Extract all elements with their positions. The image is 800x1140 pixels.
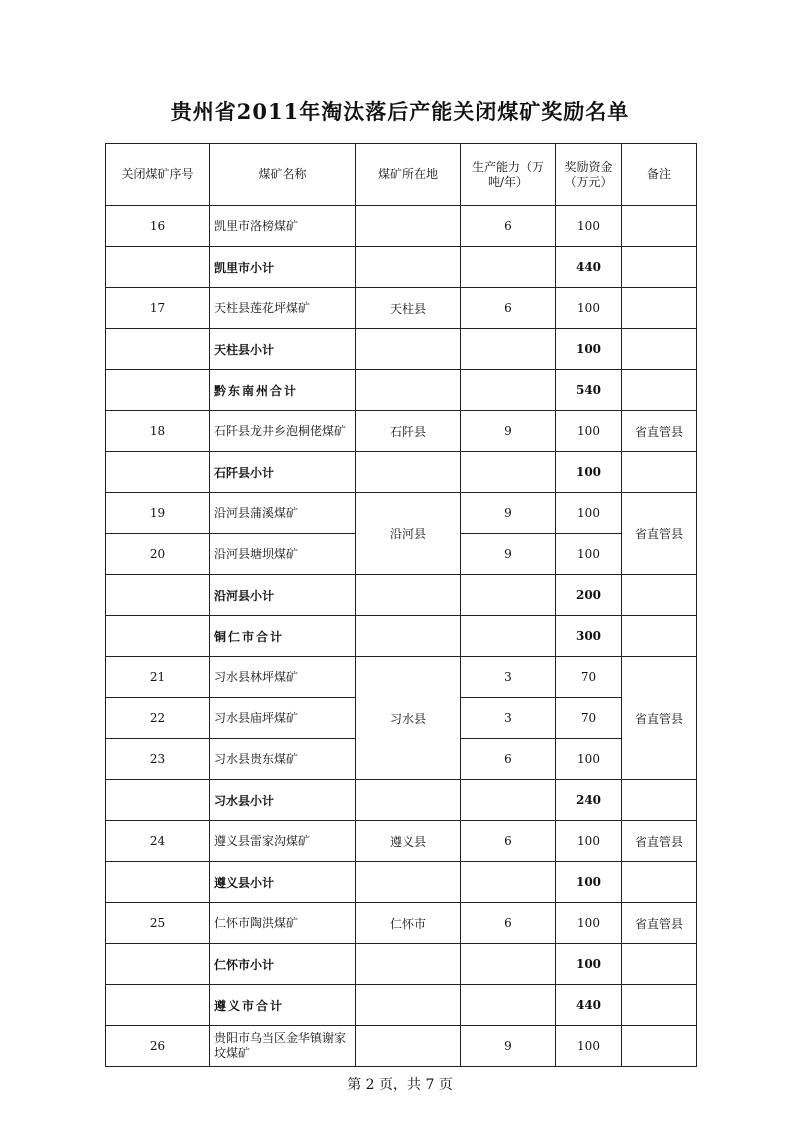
mine-name-cell: 遵义县雷家沟煤矿 (210, 821, 356, 862)
reward-cell: 100 (556, 821, 622, 862)
reward-cell: 100 (556, 1026, 622, 1067)
location-cell: 遵义县 (356, 821, 461, 862)
reward-cell: 100 (556, 206, 622, 247)
capacity-cell (461, 247, 556, 288)
subtotal-row (106, 575, 697, 616)
capacity-cell: 6 (461, 206, 556, 247)
seq-cell (106, 247, 210, 288)
total-label: 遵义市合计 (210, 985, 356, 1026)
location-cell (356, 329, 461, 370)
mine-name-cell: 仁怀市陶洪煤矿 (210, 903, 356, 944)
location-cell: 仁怀市 (356, 903, 461, 944)
subtotal-label: 遵义县小计 (210, 862, 356, 903)
mine-name-cell: 贵阳市乌当区金华镇谢家坟煤矿 (210, 1026, 356, 1067)
note-cell (622, 329, 697, 370)
mine-name-cell: 沿河县塘坝煤矿 (210, 534, 356, 575)
location-cell: 沿河县 (356, 493, 461, 575)
reward-cell: 100 (556, 534, 622, 575)
subtotal-label: 习水县小计 (210, 780, 356, 821)
mine-name-cell: 习水县贵东煤矿 (210, 739, 356, 780)
reward-cell: 100 (556, 411, 622, 452)
seq-cell (106, 862, 210, 903)
reward-cell: 100 (556, 493, 622, 534)
capacity-cell (461, 780, 556, 821)
seq-cell: 19 (106, 493, 210, 534)
note-cell: 省直管县 (622, 821, 697, 862)
seq-cell: 23 (106, 739, 210, 780)
location-cell (356, 1026, 461, 1067)
header-reward: 奖励资金（万元） (556, 144, 622, 206)
header-note: 备注 (622, 144, 697, 206)
capacity-cell: 3 (461, 657, 556, 698)
location-cell (356, 247, 461, 288)
reward-cell: 100 (556, 903, 622, 944)
capacity-cell: 9 (461, 534, 556, 575)
location-cell (356, 944, 461, 985)
subtotal-label: 天柱县小计 (210, 329, 356, 370)
note-cell (622, 944, 697, 985)
mine-name-cell: 习水县庙坪煤矿 (210, 698, 356, 739)
total-label: 黔东南州合计 (210, 370, 356, 411)
subtotal-row (106, 780, 697, 821)
subtotal-label: 沿河县小计 (210, 575, 356, 616)
location-cell (356, 575, 461, 616)
location-cell: 习水县 (356, 657, 461, 780)
note-cell (622, 616, 697, 657)
mine-name-cell: 石阡县龙井乡泡桐佬煤矿 (210, 411, 356, 452)
note-cell (622, 575, 697, 616)
page-title: 贵州省2011年淘汰落后产能关闭煤矿奖励名单 (170, 99, 630, 124)
table-header-row (106, 144, 697, 206)
header-location: 煤矿所在地 (356, 144, 461, 206)
seq-cell (106, 780, 210, 821)
subtotal-row (106, 944, 697, 985)
note-cell: 省直管县 (622, 493, 697, 575)
capacity-cell: 6 (461, 288, 556, 329)
table-row (106, 657, 697, 698)
capacity-cell (461, 452, 556, 493)
capacity-cell (461, 944, 556, 985)
note-cell (622, 780, 697, 821)
subtotal-row (106, 247, 697, 288)
location-cell (356, 780, 461, 821)
seq-cell: 25 (106, 903, 210, 944)
subtotal-amount: 200 (556, 575, 622, 616)
seq-cell: 16 (106, 206, 210, 247)
seq-cell: 22 (106, 698, 210, 739)
seq-cell: 24 (106, 821, 210, 862)
subtotal-label: 凯里市小计 (210, 247, 356, 288)
subtotal-label: 仁怀市小计 (210, 944, 356, 985)
subtotal-row (106, 452, 697, 493)
reward-cell: 70 (556, 698, 622, 739)
location-cell (356, 985, 461, 1026)
header-capacity: 生产能力（万吨/年） (461, 144, 556, 206)
total-label: 铜仁市合计 (210, 616, 356, 657)
subtotal-amount: 100 (556, 862, 622, 903)
capacity-cell: 9 (461, 411, 556, 452)
total-row (106, 370, 697, 411)
subtotal-amount: 100 (556, 452, 622, 493)
note-cell: 省直管县 (622, 903, 697, 944)
capacity-cell (461, 370, 556, 411)
seq-cell (106, 575, 210, 616)
seq-cell (106, 985, 210, 1026)
location-cell (356, 206, 461, 247)
table-row (106, 903, 697, 944)
note-cell (622, 1026, 697, 1067)
subtotal-row (106, 329, 697, 370)
capacity-cell (461, 862, 556, 903)
capacity-cell (461, 575, 556, 616)
page-number: 第 2 页，共 7 页 (347, 1077, 453, 1093)
total-amount: 440 (556, 985, 622, 1026)
table-row (106, 288, 697, 329)
reward-cell: 70 (556, 657, 622, 698)
total-amount: 540 (556, 370, 622, 411)
capacity-cell: 3 (461, 698, 556, 739)
reward-cell: 100 (556, 288, 622, 329)
table-row (106, 821, 697, 862)
subtotal-amount: 440 (556, 247, 622, 288)
capacity-cell: 9 (461, 1026, 556, 1067)
capacity-cell: 9 (461, 493, 556, 534)
note-cell: 省直管县 (622, 657, 697, 780)
note-cell (622, 985, 697, 1026)
seq-cell: 18 (106, 411, 210, 452)
seq-cell (106, 370, 210, 411)
seq-cell (106, 944, 210, 985)
mine-name-cell: 沿河县蒲溪煤矿 (210, 493, 356, 534)
note-cell (622, 862, 697, 903)
note-cell (622, 288, 697, 329)
table-row (106, 493, 697, 534)
capacity-cell: 6 (461, 739, 556, 780)
total-row (106, 616, 697, 657)
reward-cell: 100 (556, 739, 622, 780)
capacity-cell (461, 616, 556, 657)
location-cell: 天柱县 (356, 288, 461, 329)
mine-name-cell: 天柱县莲花坪煤矿 (210, 288, 356, 329)
capacity-cell (461, 329, 556, 370)
location-cell (356, 452, 461, 493)
note-cell (622, 370, 697, 411)
location-cell (356, 370, 461, 411)
subtotal-amount: 240 (556, 780, 622, 821)
note-cell: 省直管县 (622, 411, 697, 452)
capacity-cell (461, 985, 556, 1026)
mine-name-cell: 习水县林坪煤矿 (210, 657, 356, 698)
table-row (106, 1026, 697, 1067)
subtotal-amount: 100 (556, 329, 622, 370)
capacity-cell: 6 (461, 903, 556, 944)
reward-table (105, 143, 697, 1067)
location-cell: 石阡县 (356, 411, 461, 452)
seq-cell: 21 (106, 657, 210, 698)
subtotal-amount: 100 (556, 944, 622, 985)
location-cell (356, 616, 461, 657)
capacity-cell: 6 (461, 821, 556, 862)
subtotal-row (106, 862, 697, 903)
seq-cell: 20 (106, 534, 210, 575)
seq-cell (106, 616, 210, 657)
location-cell (356, 862, 461, 903)
header-name: 煤矿名称 (210, 144, 356, 206)
seq-cell: 17 (106, 288, 210, 329)
seq-cell (106, 452, 210, 493)
total-amount: 300 (556, 616, 622, 657)
note-cell (622, 452, 697, 493)
table-row (106, 411, 697, 452)
seq-cell (106, 329, 210, 370)
table-row (106, 206, 697, 247)
note-cell (622, 247, 697, 288)
total-row (106, 985, 697, 1026)
seq-cell: 26 (106, 1026, 210, 1067)
note-cell (622, 206, 697, 247)
mine-name-cell: 凯里市洛榜煤矿 (210, 206, 356, 247)
subtotal-label: 石阡县小计 (210, 452, 356, 493)
header-seq: 关闭煤矿序号 (106, 144, 210, 206)
